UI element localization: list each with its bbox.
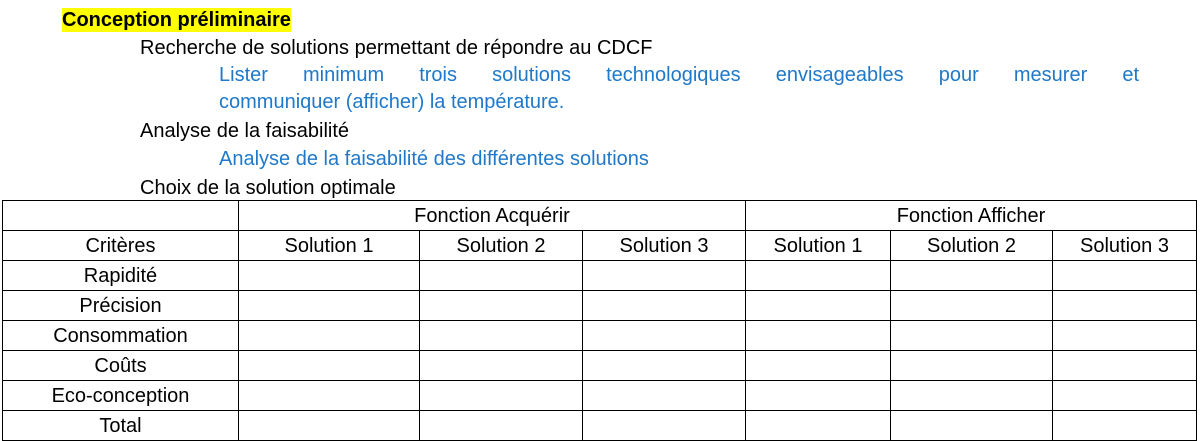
criterion-label: Total: [3, 411, 239, 441]
score-cell[interactable]: [746, 381, 891, 411]
score-cell[interactable]: [420, 291, 583, 321]
score-cell[interactable]: [891, 261, 1053, 291]
criteria-row: [3, 351, 1197, 381]
item-analyse: Analyse de la faisabilité: [140, 120, 350, 142]
score-cell[interactable]: [1053, 291, 1197, 321]
criterion-label: Consommation: [3, 321, 239, 351]
score-cell[interactable]: [583, 381, 746, 411]
score-cell[interactable]: [583, 321, 746, 351]
score-cell[interactable]: [239, 381, 420, 411]
criterion-label: Précision: [3, 291, 239, 321]
instruction-analyse: Analyse de la faisabilité des différentes solutions: [219, 148, 649, 170]
score-cell[interactable]: [891, 381, 1053, 411]
total-row: [3, 411, 1197, 441]
score-cell[interactable]: [746, 261, 891, 291]
empty-corner-cell: [3, 201, 239, 231]
total-cell[interactable]: [746, 411, 891, 441]
criteria-header: Critères: [3, 231, 239, 261]
total-cell[interactable]: [420, 411, 583, 441]
criteria-row: [3, 321, 1197, 351]
score-cell[interactable]: [891, 351, 1053, 381]
score-cell[interactable]: [1053, 381, 1197, 411]
group-afficher: Fonction Afficher: [746, 201, 1197, 231]
group-acquerir: Fonction Acquérir: [239, 201, 746, 231]
total-cell[interactable]: [583, 411, 746, 441]
score-cell[interactable]: [239, 351, 420, 381]
solution-header: Solution 2: [891, 231, 1053, 261]
score-cell[interactable]: [1053, 351, 1197, 381]
score-cell[interactable]: [420, 321, 583, 351]
score-cell[interactable]: [746, 321, 891, 351]
score-cell[interactable]: [1053, 261, 1197, 291]
solutions-header-row: [3, 231, 1197, 261]
solution-header: Solution 2: [420, 231, 583, 261]
criteria-row: [3, 291, 1197, 321]
score-cell[interactable]: [746, 351, 891, 381]
solution-header: Solution 1: [239, 231, 420, 261]
total-cell[interactable]: [891, 411, 1053, 441]
instruction-lister-line2: communiquer (afficher) la température.: [219, 91, 565, 113]
group-header-row: [3, 201, 1197, 231]
total-cell[interactable]: [1053, 411, 1197, 441]
score-cell[interactable]: [891, 291, 1053, 321]
section-heading: Conception préliminaire: [62, 9, 291, 31]
item-recherche: Recherche de solutions permettant de répondre au CDCF: [140, 37, 653, 59]
score-cell[interactable]: [420, 261, 583, 291]
score-cell[interactable]: [583, 261, 746, 291]
item-choix: Choix de la solution optimale: [140, 177, 396, 199]
score-cell[interactable]: [239, 261, 420, 291]
score-cell[interactable]: [239, 291, 420, 321]
score-cell[interactable]: [583, 351, 746, 381]
score-cell[interactable]: [583, 291, 746, 321]
criterion-label: Rapidité: [3, 261, 239, 291]
instruction-lister-line1: Lister minimum trois solutions technologiques envisageables pour mesurer et: [219, 64, 1139, 86]
decision-matrix: [2, 200, 1197, 441]
score-cell[interactable]: [1053, 321, 1197, 351]
score-cell[interactable]: [420, 381, 583, 411]
solution-header: Solution 1: [746, 231, 891, 261]
criteria-row: [3, 381, 1197, 411]
score-cell[interactable]: [420, 351, 583, 381]
criterion-label: Eco-conception: [3, 381, 239, 411]
score-cell[interactable]: [891, 321, 1053, 351]
criteria-row: [3, 261, 1197, 291]
criterion-label: Coûts: [3, 351, 239, 381]
solution-header: Solution 3: [1053, 231, 1197, 261]
total-cell[interactable]: [239, 411, 420, 441]
solution-header: Solution 3: [583, 231, 746, 261]
score-cell[interactable]: [239, 321, 420, 351]
score-cell[interactable]: [746, 291, 891, 321]
